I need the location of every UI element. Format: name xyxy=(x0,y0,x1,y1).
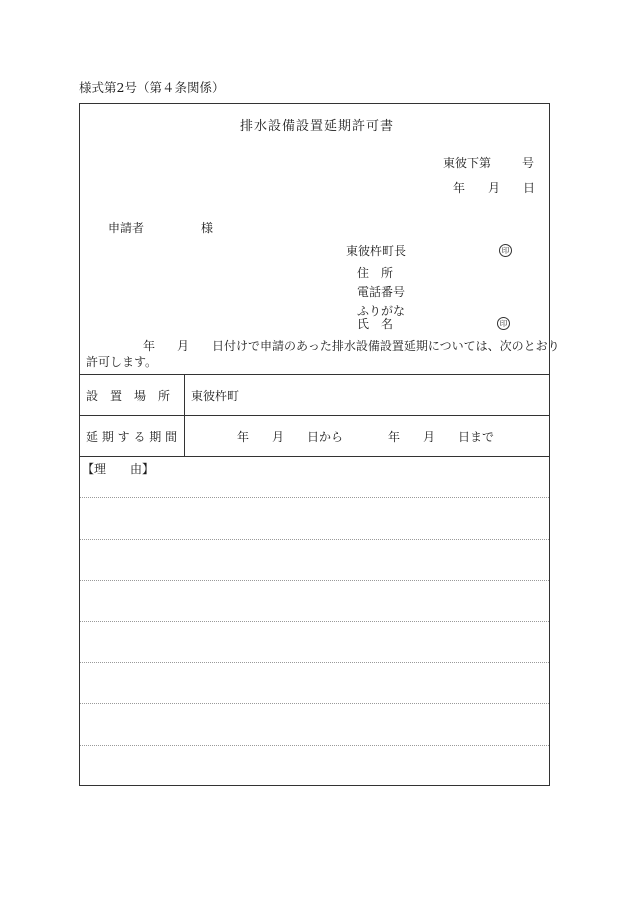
period-to-day: 日まで xyxy=(458,430,495,444)
name-label: 氏 名 xyxy=(357,317,394,331)
column-divider xyxy=(184,374,185,456)
period-to-month: 月 xyxy=(423,430,436,444)
reason-writing-line xyxy=(80,745,549,746)
date-month-label: 月 xyxy=(488,181,501,195)
document-title: 排水設備設置延期許可書 xyxy=(240,119,395,134)
period-to-year: 年 xyxy=(388,430,401,444)
issuer-title: 東彼杵町長 xyxy=(346,244,407,258)
document-number-suffix: 号 xyxy=(522,156,535,170)
body-month-label: 月 xyxy=(177,339,190,353)
body-text-line-2: 許可します。 xyxy=(86,355,158,369)
address-label: 住 所 xyxy=(357,266,394,280)
applicant-label: 申請者 xyxy=(108,221,145,235)
period-from-year: 年 xyxy=(237,430,250,444)
form-header: 様式第2号（第４条関係） xyxy=(79,80,225,95)
period-from-day: 日から xyxy=(307,430,344,444)
permit-form-frame xyxy=(79,103,550,786)
applicant-honorific: 様 xyxy=(201,221,214,235)
reason-label: 【理 由】 xyxy=(82,462,155,476)
row-divider xyxy=(79,374,550,375)
name-seal-icon: 印 xyxy=(497,317,510,330)
seal-icon: 印 xyxy=(499,244,512,257)
date-year-label: 年 xyxy=(453,181,466,195)
phone-label: 電話番号 xyxy=(357,285,406,299)
body-year-label: 年 xyxy=(143,339,156,353)
reason-writing-line xyxy=(80,621,549,622)
row-divider xyxy=(79,415,550,416)
reason-writing-line xyxy=(80,703,549,704)
reason-writing-line xyxy=(80,539,549,540)
furigana-label: ふりがな xyxy=(357,304,406,318)
location-label: 設 置 場 所 xyxy=(86,389,171,403)
location-value: 東彼杵町 xyxy=(191,389,240,403)
date-day-label: 日 xyxy=(523,181,536,195)
row-divider xyxy=(79,456,550,457)
document-number-prefix: 東彼下第 xyxy=(443,156,492,170)
period-from-month: 月 xyxy=(272,430,285,444)
body-text-line-1: 日付けで申請のあった排水設備設置延期については、次のとおり xyxy=(212,339,560,353)
reason-writing-line xyxy=(80,580,549,581)
period-label: 延 期 す る 期 間 xyxy=(86,430,178,444)
reason-writing-line xyxy=(80,497,549,498)
reason-writing-line xyxy=(80,662,549,663)
